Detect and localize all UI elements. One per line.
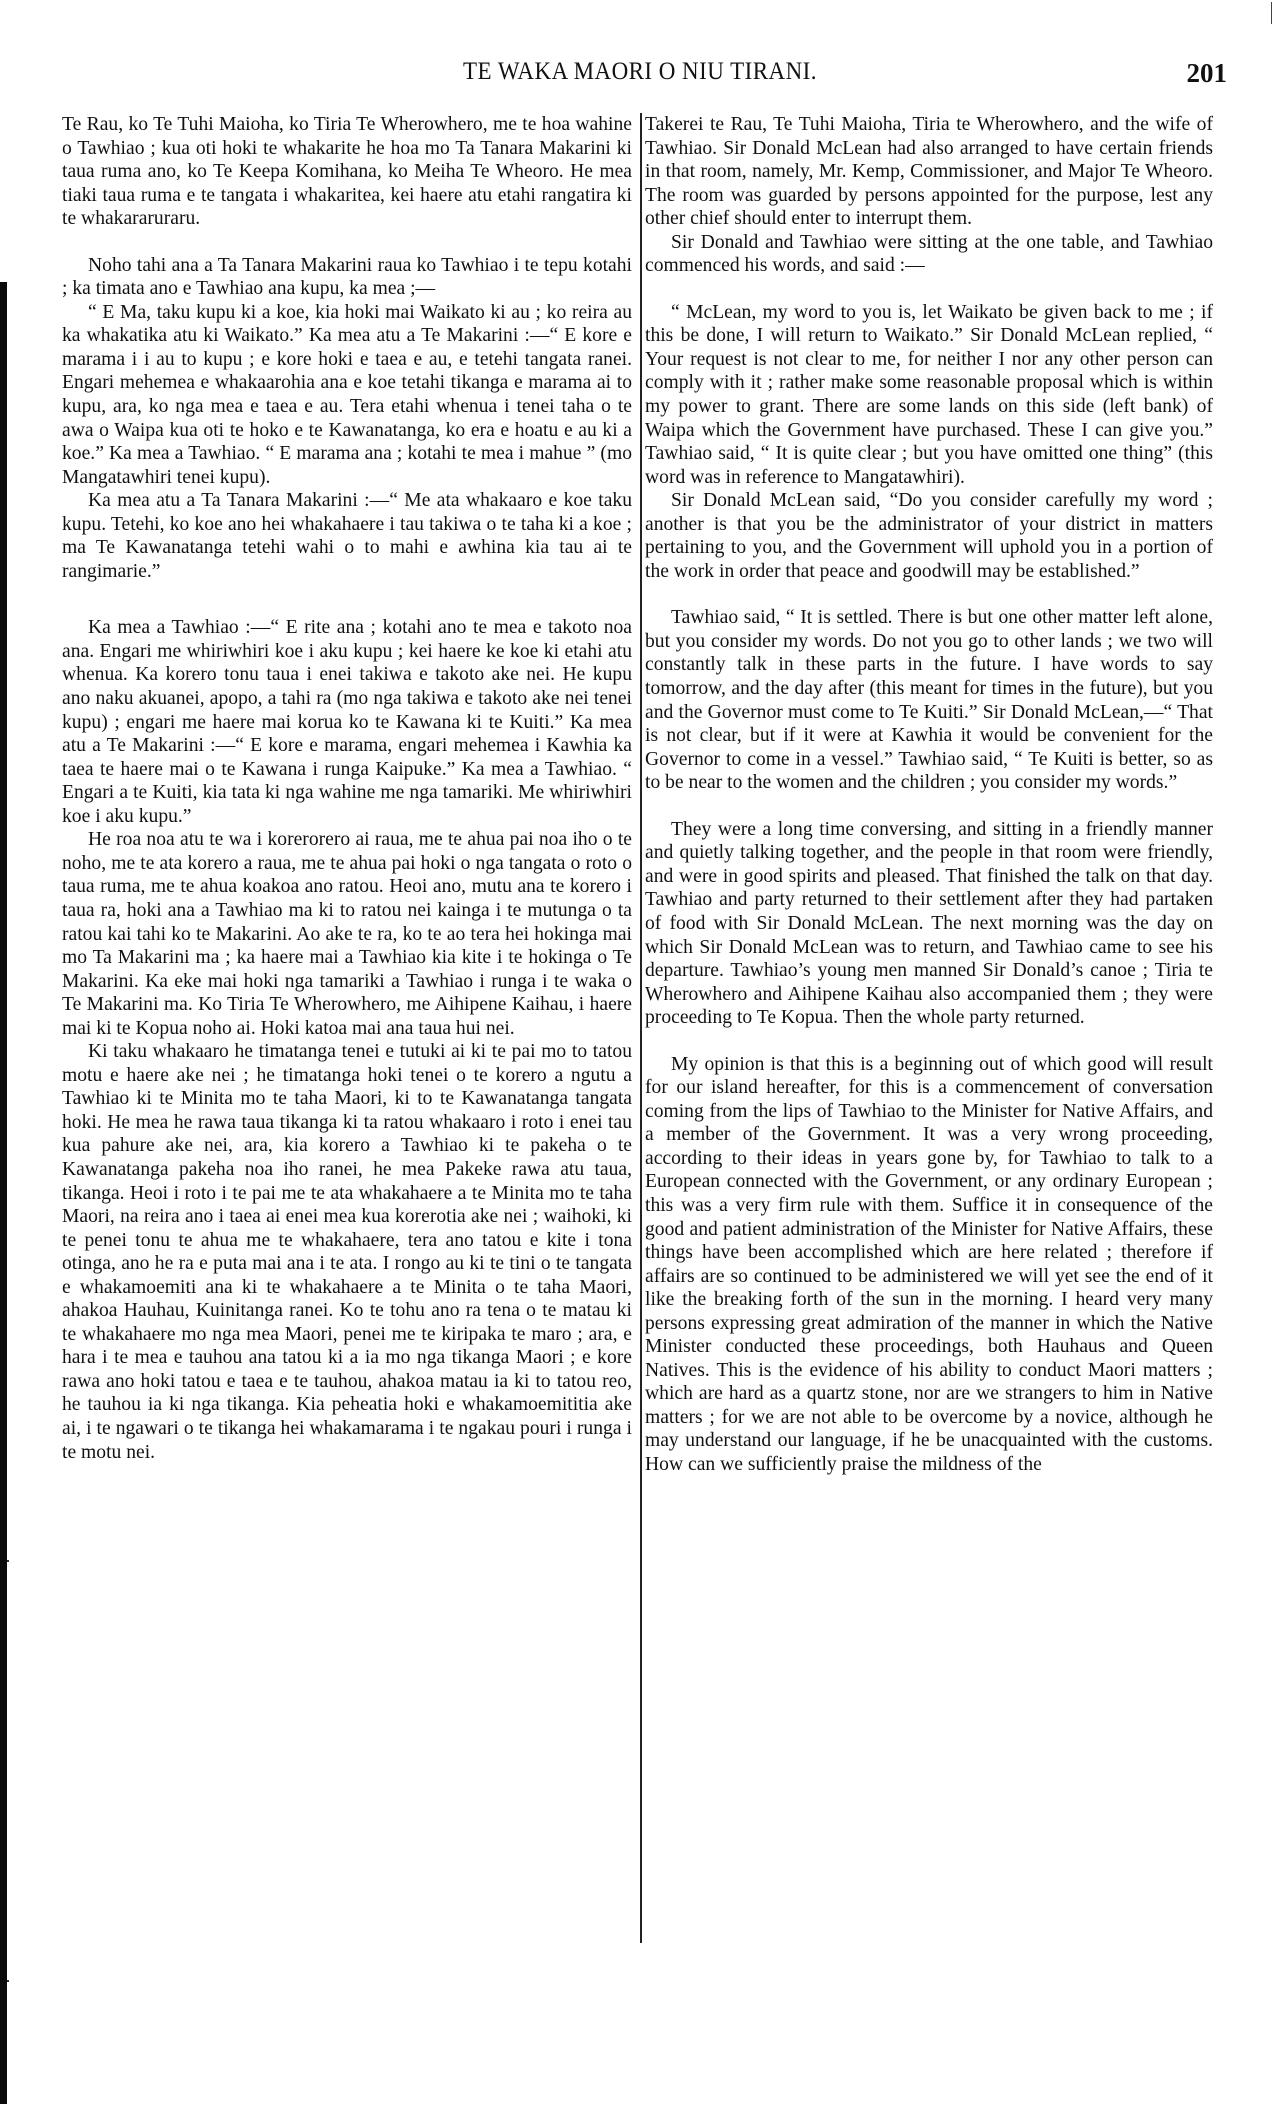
- paragraph: “ E Ma, taku kupu ki a koe, kia hoki mai Waikato ki au ; ko reira au ka whakatika atu ki Waikato.” Ka mea atu a Te Makarini :—“ E kore e marama i i au to kupu ; e kore hoki e taea e au, e tetehi tangata ranei. Engari mehemea e whakaarohia ana e koe tetahi tikanga e marama ai to kupu, ara, ko nga mea e taea e au. Tera etahi whenua i tenei taha o te awa o Waipa kua oti te hoko e te Kawanatanga, ko era e hoatu e au ki a koe.” Ka mea a Tawhiao. “ E marama ana ; kotahi te mea i mahue ” (mo Mangatawhiri tenei kupu).: [62, 301, 632, 488]
- scan-speck: [7, 1980, 9, 1982]
- paragraph: My opinion is that this is a beginning out of which good will result for our island hereafter, for this is a commencement of conversation coming from the lips of Tawhiao to the Minister for Native Affairs, and a member of the Government. It was a very wrong proceeding, according to their ideas in years gone by, for Tawhiao to talk to a European connected with the Government, or any ordinary European ; this was a very firm rule with them. Suffice it in consequence of the good and patient administration of the Minister for Native Affairs, these things have been accomplished which are here related ; therefore if affairs are so continued to be administered we will yet see the end of it like the breaking forth of the sun in the morning. I heard very many persons expressing great admiration of the manner in which the Native Minister conducted these proceedings, both Hauhaus and Queen Natives. This is the evidence of his ability to conduct Maori matters ; which are hard as a quartz stone, nor are we strangers to him in Native matters ; for we are not able to be overcome by a novice, although he may understand our language, if he be unacquainted with the customs. How can we sufficiently praise the mildness of the: [645, 1053, 1213, 1475]
- running-head: [0, 58, 1280, 98]
- scan-speck: [7, 1560, 9, 1562]
- paragraph: Sir Donald McLean said, “Do you consider carefully my word ; another is that you be the administrator of your district in matters pertaining to you, and the Government will uphold you in a portion of the work in order that peace and goodwill may be established.”: [645, 490, 1213, 582]
- scan-margin-mark: [1271, 2, 1272, 24]
- paragraph: Takerei te Rau, Te Tuhi Maioha, Tiria te Wherowhero, and the wife of Tawhiao. Sir Donald McLean had also arranged to have certain friends in that room, namely, Mr. Kemp, Commissioner, and Major Te Wheoro. The room was guarded by persons appointed for the purpose, lest any other chief should enter to interrupt them.: [645, 114, 1213, 230]
- paragraph: “ McLean, my word to you is, let Waikato be given back to me ; if this be done, I will return to Waikato.” Sir Donald McLean replied, “ Your request is not clear to me, for neither I nor any other person can comply with it ; rather make some reasonable proposal which is within my power to grant. There are some lands on this side (left bank) of Waipa which the Government have purchased. These I can give you.” Tawhiao said, “ It is quite clear ; but you have omitted one thing” (this word was in reference to Mangatawhiri).: [645, 301, 1213, 488]
- english-text-column: [645, 113, 1213, 1477]
- scan-edge-shadow: [0, 282, 7, 2104]
- running-title: TE WAKA MAORI O NIU TIRANI.: [463, 58, 817, 85]
- paragraph: Ki taku whakaaro he timatanga tenei e tutuki ai ki te pai mo to tatou motu e haere ake nei ; he timatanga hoki tenei o te korero a ngutu a Tawhiao ki te Minita mo te taha Maori, ki to te Kawanatanga tangata hoki. He mea he rawa taua tikanga ki ta ratou whakaaro i roto i enei tau kua pahure ake nei, ara, kia korero a Tawhiao ki te pakeha o te Kawanatanga pakeha noa iho ranei, he mea Pakeke rawa atu taua, tikanga. Heoi i roto i te pai me te ata whakahaere a te Minita mo te taha Maori, na reira ano i taea ai enei mea kua korerotia ake nei ; waihoki, ki te penei tonu te ahua me te whakahaere, tera ano tatou e kite i tona otinga, ano he ra e puta mai ana i te ata. I rongo au ki te tini o te tangata e whakamoemiti ana ki te whakahaere a te Minita o te taha Maori, ahakoa Hauhau, Kuinitanga ranei. Ko te tohu ano ra tena o te matau ki te whakahaere mo nga mea Maori, penei me te kiripaka te maro ; ara, e hara i te mea e tauhou ana tatou ki a ia mo nga tikanga Maori ; e kore rawa ano hoki tatou e taea e te tauhou, ahakoa matau ia ki to tatou reo, he tauhou ia ki nga tikanga. Kia peheatia hoki e whakamoemititia ake ai, i te ngawari o te tikanga hei whakamarama i te ngakau pouri i runga i te motu nei.: [62, 1041, 632, 1463]
- paragraph: Sir Donald and Tawhiao were sitting at the one table, and Tawhiao commenced his words, and said :—: [645, 231, 1213, 277]
- page-number: 201: [1186, 58, 1227, 88]
- paragraph: They were a long time conversing, and sitting in a friendly manner and quietly talking together, and the people in that room were friendly, and were in good spirits and pleased. That finished the talk on that day. Tawhiao and party returned to their settlement after they had partaken of food with Sir Donald McLean. The next morning was the day on which Sir Donald McLean was to return, and Tawhiao came to see his departure. Tawhiao’s young men manned Sir Donald’s canoe ; Tiria te Wherowhero and Aihipene Kaihau also accompanied them ; they were proceeding to Te Kopua. Then the whole party returned.: [645, 818, 1213, 1029]
- column-rule: [640, 113, 642, 1943]
- paragraph: He roa noa atu te wa i korerorero ai raua, me te ahua pai noa iho o te noho, me te ata korero a raua, me te ahua pai hoki o nga tangata o roto o taua ruma, me te ahua koakoa ano ratou. Heoi ano, mutu ana te korero i taua ra, hoki ana a Tawhiao ma ki to ratou nei kainga i te mutunga o ta ratou kai tahi ko te Makarini. Ao ake te ra, ko te ao tera hei hokinga mai mo Ta Makarini ma ; ka haere mai a Tawhiao kia kite i te hokinga o Te Makarini. Ka eke mai hoki nga tamariki a Tawhiao i runga i te waka o Te Makarini ma. Ko Tiria Te Wherowhero, me Aihipene Kaihau, i haere mai ki te Kopua noho ai. Hoki katoa mai ana taua hui nei.: [62, 829, 632, 1039]
- paragraph: Ka mea a Tawhiao :—“ E rite ana ; kotahi ano te mea e takoto noa ana. Engari me whiriwhiri koe i aku kupu ; kei haere ke koe ki etahi atu whenua. Ka korero tonu taua i enei takiwa e takoto ake nei. He kupu ano naku akuanei, apopo, a tahi ra (mo nga takiwa e takoto ake nei tenei kupu) ; engari me haere mai korua ko te Kawana ki te Kuiti.” Ka mea atu a Te Makarini :—“ E kore e marama, engari mehemea i Kawhia ka taea te haere mai o te Kawana i runga Kaipuke.” Ka mea a Tawhiao. “ Engari a te Kuiti, kia tata ki nga wahine me nga tamariki. Me whiriwhiri koe i aku kupu.”: [62, 617, 632, 827]
- paragraph: Tawhiao said, “ It is settled. There is but one other matter left alone, but you consider my words. Do not you go to other lands ; we two will constantly talk in these parts in the future. I have words to say tomorrow, and the day after (this meant for times in the future), but you and the Governor must come to Te Kuiti.” Sir Donald McLean,—“ That is not clear, but if it were at Kawhia it would be convenient for the Governor to come in a vessel.” Tawhiao said, “ Te Kuiti is better, so as to be near to the women and the children ; you consider my words.”: [645, 607, 1213, 794]
- paragraph: Te Rau, ko Te Tuhi Maioha, ko Tiria Te Wherowhero, me te hoa wahine o Tawhiao ; kua oti hoki te whakarite he hoa mo Ta Tanara Makarini ki taua ruma ano, ko Te Keepa Komihana, ko Meiha Te Wheoro. He mea tiaki taua ruma e te tangata i whakaritea, kei haere atu etahi rangatira ki te whakararuraru.: [62, 114, 632, 230]
- paragraph: Ka mea atu a Ta Tanara Makarini :—“ Me ata whakaaro e koe taku kupu. Tetehi, ko koe ano hei whakahaere i tau takiwa o te taha ki a koe ; ma Te Kawanatanga tetehi wahi o to mahi e awhina kia tau ai te rangimarie.”: [62, 490, 632, 582]
- maori-text-column: [62, 113, 632, 1464]
- paragraph: Noho tahi ana a Ta Tanara Makarini raua ko Tawhiao i te tepu kotahi ; ka timata ano e Tawhiao ana kupu, ka mea ;—: [62, 254, 632, 300]
